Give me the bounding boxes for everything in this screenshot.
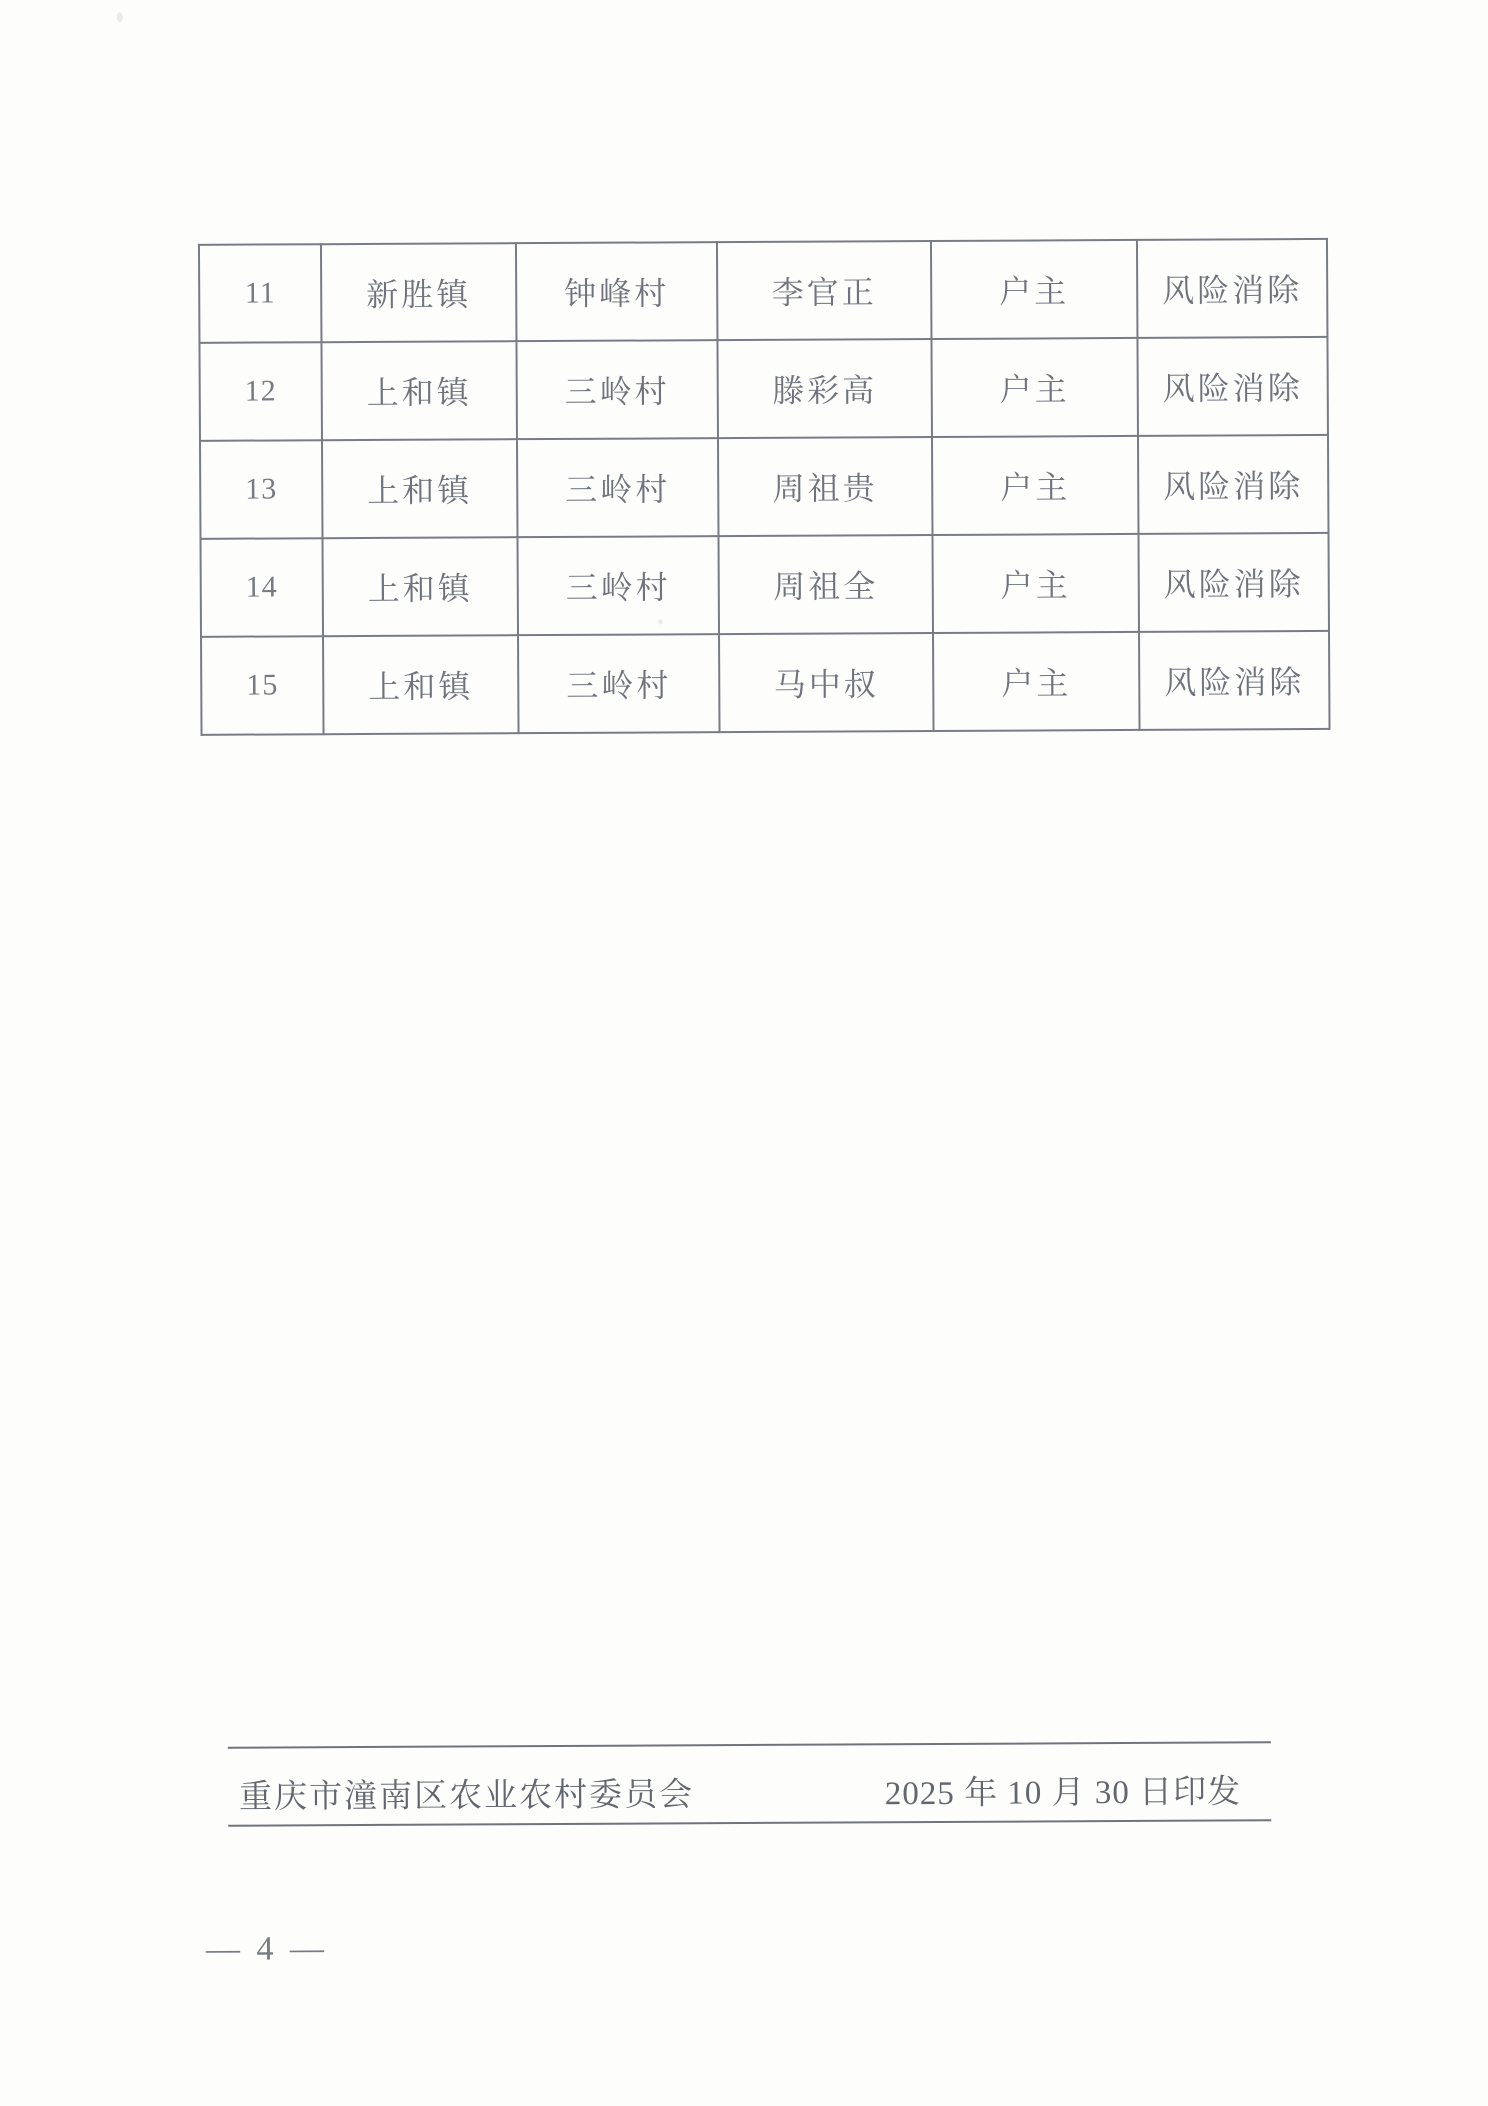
cell-town: 上和镇 [322,439,518,538]
cell-status: 风险消除 [1138,435,1329,534]
risk-elimination-table [198,238,1331,736]
colophon [239,1765,1241,1817]
cell-village: 三岭村 [517,438,719,537]
cell-name: 周祖贵 [718,437,933,536]
cell-name: 滕彩高 [717,339,932,438]
cell-name: 马中叔 [719,633,934,732]
cell-relation: 户主 [932,436,1139,535]
cell-relation: 户主 [932,534,1139,633]
table-row [199,239,1327,343]
cell-village: 三岭村 [518,536,720,635]
scan-speck [117,12,123,22]
cell-status: 风险消除 [1137,337,1328,436]
cell-town: 上和镇 [323,537,519,636]
cell-no: 11 [199,244,322,343]
table-row [201,533,1329,637]
footer-bottom-rule [228,1819,1271,1826]
cell-village: 三岭村 [518,634,720,733]
cell-no: 15 [201,636,324,735]
cell-town: 上和镇 [321,341,517,440]
cell-status: 风险消除 [1138,533,1329,632]
cell-relation: 户主 [933,632,1140,731]
cell-name: 周祖全 [718,535,933,634]
footer-top-rule [228,1741,1271,1748]
cell-no: 13 [200,440,323,539]
cell-relation: 户主 [931,240,1138,339]
cell-relation: 户主 [931,338,1138,437]
cell-status: 风险消除 [1139,631,1330,730]
cell-status: 风险消除 [1137,239,1328,338]
cell-name: 李官正 [717,241,932,340]
page-number: — 4 — [205,1930,328,1968]
scan-speck [658,619,663,624]
table-row [200,435,1328,539]
cell-no: 14 [201,538,324,637]
issuing-organization: 重庆市潼南区农业农村委员会 [239,1777,695,1816]
cell-village: 钟峰村 [516,242,718,341]
table-row [199,337,1327,441]
print-date: 2025 年 10 月 30 日印发 [884,1774,1242,1813]
table-row [201,631,1329,735]
cell-no: 12 [199,342,322,441]
cell-village: 三岭村 [516,340,718,439]
cell-town: 上和镇 [323,635,519,734]
cell-town: 新胜镇 [321,243,517,342]
